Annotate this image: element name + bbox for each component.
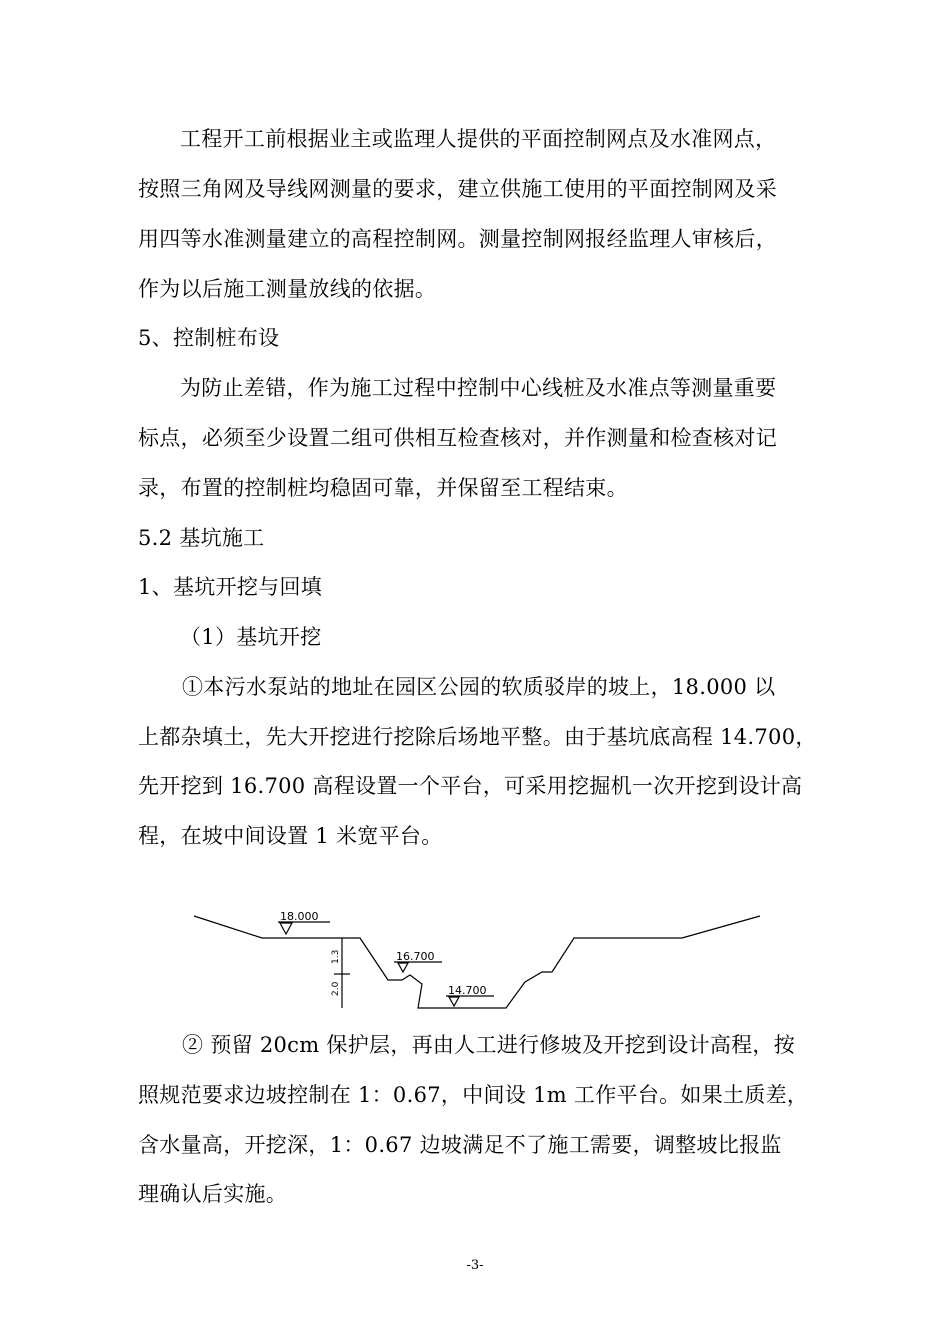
elevation-marker-mid-triangle <box>398 963 408 972</box>
heading-pit-excavation: （1）基坑开挖 <box>180 625 322 649</box>
paragraph-1-line-1: 工程开工前根据业主或监理人提供的平面控制网点及水准网点， <box>180 127 777 151</box>
paragraph-1-line-2: 按照三角网及导线网测量的要求，建立供施工使用的平面控制网及采 <box>138 177 777 201</box>
dimension-label-lower: 2.0 <box>331 981 341 996</box>
dimension-label-upper: 1.3 <box>331 949 341 964</box>
paragraph-1-line-4: 作为以后施工测量放线的依据。 <box>138 277 437 301</box>
heading-control-piles: 5、控制桩布设 <box>138 326 280 350</box>
paragraph-2-line-2: 标点，必须至少设置二组可供相互检查核对，并作测量和检查核对记 <box>138 426 777 450</box>
paragraph-4-line-3: 含水量高，开挖深，1：0.67 边坡满足不了施工需要，调整坡比报监 <box>138 1133 782 1157</box>
paragraph-3-line-3: 先开挖到 16.700 高程设置一个平台，可采用挖掘机一次开挖到设计高 <box>138 774 803 798</box>
paragraph-2-line-3: 录，布置的控制桩均稳固可靠，并保留至工程结束。 <box>138 476 628 500</box>
elevation-marker-top-triangle <box>280 923 292 934</box>
heading-excavation-backfill: 1、基坑开挖与回填 <box>138 575 323 599</box>
paragraph-1-line-3: 用四等水准测量建立的高程控制网。测量控制网报经监理人审核后， <box>138 227 777 251</box>
excavation-section-diagram <box>190 900 770 1020</box>
paragraph-3-line-2: 上都杂填土，先大开挖进行挖除后场地平整。由于基坑底高程 14.700， <box>138 725 817 749</box>
elevation-label-top: 18.000 <box>280 910 319 923</box>
paragraph-4-line-2: 照规范要求边坡控制在 1：0.67，中间设 1m 工作平台。如果土质差， <box>138 1083 809 1107</box>
paragraph-4-line-4: 理确认后实施。 <box>138 1182 288 1206</box>
elevation-marker-bottom-triangle <box>449 997 459 1006</box>
page-number: -3- <box>466 1258 484 1273</box>
paragraph-3-line-1: ①本污水泵站的地址在园区公园的软质驳岸的坡上，18.000 以 <box>182 675 776 699</box>
elevation-label-mid: 16.700 <box>396 950 435 963</box>
paragraph-3-line-4: 程，在坡中间设置 1 米宽平台。 <box>138 824 443 848</box>
paragraph-4-line-1: ② 预留 20cm 保护层，再由人工进行修坡及开挖到设计高程，按 <box>182 1033 796 1057</box>
heading-5-2: 5.2 基坑施工 <box>138 526 265 550</box>
paragraph-2-line-1: 为防止差错，作为施工过程中控制中心线桩及水准点等测量重要 <box>180 376 777 400</box>
elevation-label-bottom: 14.700 <box>448 984 487 997</box>
